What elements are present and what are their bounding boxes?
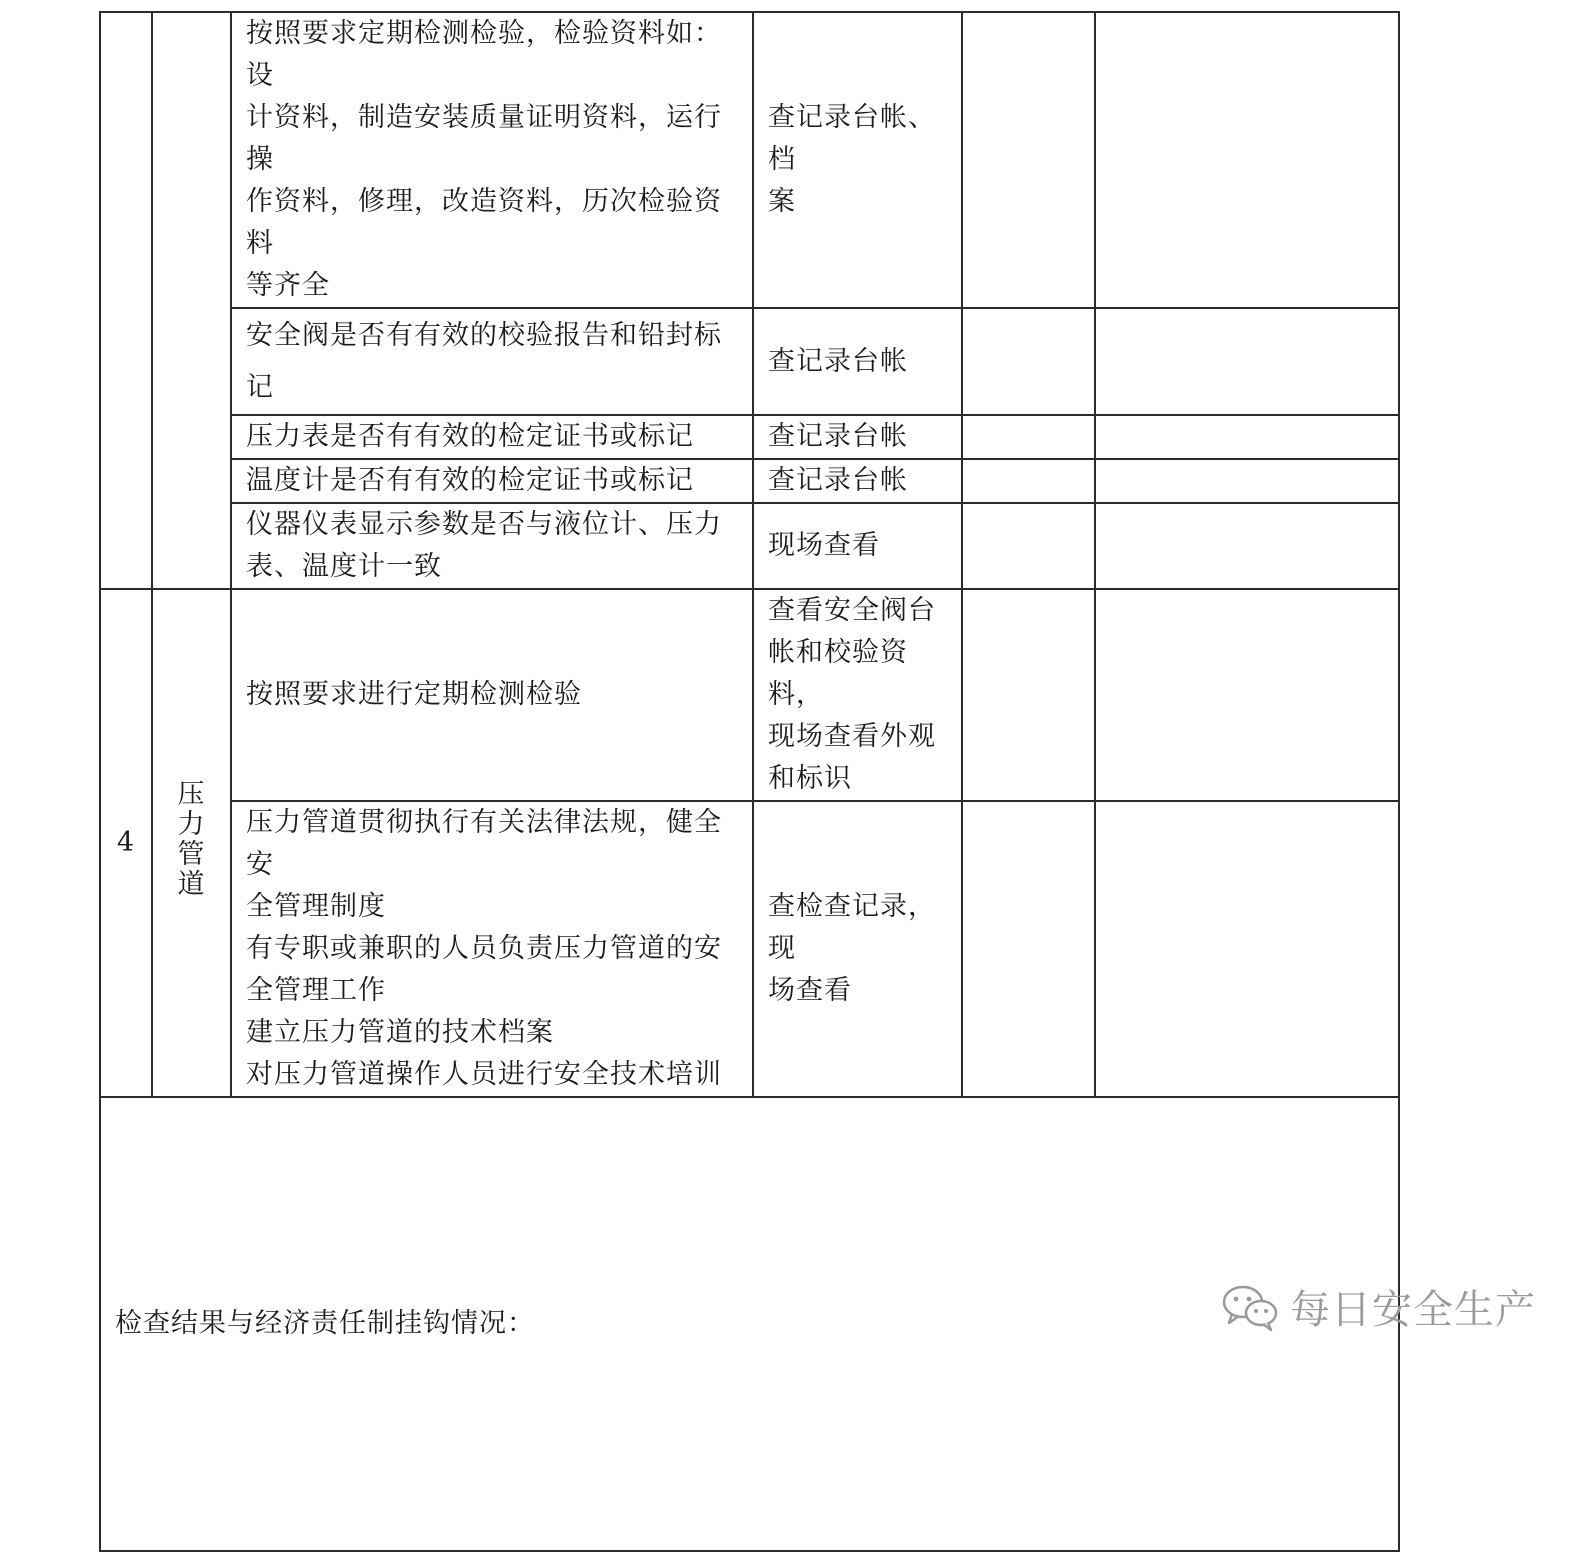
wechat-icon	[1220, 1282, 1280, 1332]
check-item-cell	[231, 503, 753, 589]
table-row	[100, 12, 1399, 308]
table-row	[100, 459, 1399, 503]
check-method-line: 查记录台帐	[768, 421, 908, 452]
blank-cell[interactable]	[962, 12, 1095, 308]
check-item-line: 建立压力管道的技术档案	[246, 1017, 554, 1048]
check-item-line: 压力表是否有有效的检定证书或标记	[246, 421, 694, 452]
table-row	[100, 503, 1399, 589]
check-item-line: 安全阀是否有有效的校验报告和铅封标	[246, 319, 722, 351]
row-number-cell: 4	[100, 589, 152, 1097]
check-item-line: 等齐全	[246, 270, 330, 301]
blank-cell[interactable]	[1095, 589, 1399, 801]
table-row	[100, 308, 1399, 415]
check-method-line: 查检查记录，现	[768, 891, 936, 964]
table-row	[100, 589, 1399, 801]
check-method-line: 现场查看	[768, 530, 880, 561]
check-item-line: 作资料，修理，改造资料，历次检验资料	[246, 186, 722, 259]
check-item-line: 对压力管道操作人员进行安全技术培训	[246, 1059, 722, 1090]
blank-cell[interactable]	[962, 503, 1095, 589]
blank-cell[interactable]	[1095, 459, 1399, 503]
category-cell	[152, 12, 231, 589]
watermark	[1220, 1278, 1536, 1335]
result-summary-label: 检查结果与经济责任制挂钩情况：	[115, 1308, 535, 1339]
table-row	[100, 415, 1399, 459]
blank-cell[interactable]	[1095, 503, 1399, 589]
check-method-cell	[753, 503, 962, 589]
blank-cell[interactable]	[962, 459, 1095, 503]
blank-cell[interactable]	[1095, 12, 1399, 308]
check-method-line: 查记录台帐	[768, 345, 908, 377]
check-item-line: 温度计是否有有效的检定证书或标记	[246, 465, 694, 496]
inspection-checklist-table	[99, 11, 1400, 1552]
category-name: 压力管道	[177, 779, 206, 900]
check-method-line: 查记录台帐、档	[768, 102, 936, 175]
check-method-line: 案	[768, 186, 796, 217]
check-method-cell	[753, 308, 962, 415]
check-method-cell	[753, 589, 962, 801]
check-method-line: 场查看	[768, 975, 852, 1006]
check-item-cell	[231, 459, 753, 503]
check-method-cell	[753, 415, 962, 459]
row-number-cell	[100, 12, 152, 589]
check-item-cell	[231, 308, 753, 415]
check-method-cell	[753, 801, 962, 1097]
blank-cell[interactable]	[962, 589, 1095, 801]
check-method-line: 帐和校验资料，	[768, 637, 908, 710]
check-item-line: 全管理制度	[246, 891, 386, 922]
check-item-line: 表、温度计一致	[246, 551, 442, 582]
check-item-line: 按照要求进行定期检测检验	[246, 679, 582, 710]
check-item-line: 有专职或兼职的人员负责压力管道的安	[246, 933, 722, 964]
check-method-line: 查看安全阀台	[768, 595, 936, 626]
check-item-line: 记	[246, 371, 274, 403]
table-row	[100, 1097, 1399, 1551]
check-method-cell	[753, 12, 962, 308]
blank-cell[interactable]	[962, 415, 1095, 459]
blank-cell[interactable]	[1095, 415, 1399, 459]
check-method-line: 查记录台帐	[768, 465, 908, 496]
blank-cell[interactable]	[962, 801, 1095, 1097]
check-method-line: 和标识	[768, 763, 852, 794]
check-method-cell	[753, 459, 962, 503]
check-item-line: 全管理工作	[246, 975, 386, 1006]
watermark-text: 每日安全生产	[1290, 1287, 1536, 1333]
check-item-cell	[231, 801, 753, 1097]
check-item-cell	[231, 12, 753, 308]
check-item-cell	[231, 415, 753, 459]
check-method-line: 现场查看外观	[768, 721, 936, 752]
check-item-cell	[231, 589, 753, 801]
blank-cell[interactable]	[1095, 801, 1399, 1097]
table-row	[100, 801, 1399, 1097]
category-cell	[152, 589, 231, 1097]
check-item-line: 仪器仪表显示参数是否与液位计、压力	[246, 509, 722, 540]
check-item-line: 按照要求定期检测检验，检验资料如：设	[246, 18, 722, 91]
check-item-line: 计资料，制造安装质量证明资料，运行操	[246, 102, 722, 175]
result-summary-cell[interactable]	[100, 1097, 1399, 1551]
blank-cell[interactable]	[962, 308, 1095, 415]
blank-cell[interactable]	[1095, 308, 1399, 415]
check-item-line: 压力管道贯彻执行有关法律法规，健全安	[246, 807, 722, 880]
